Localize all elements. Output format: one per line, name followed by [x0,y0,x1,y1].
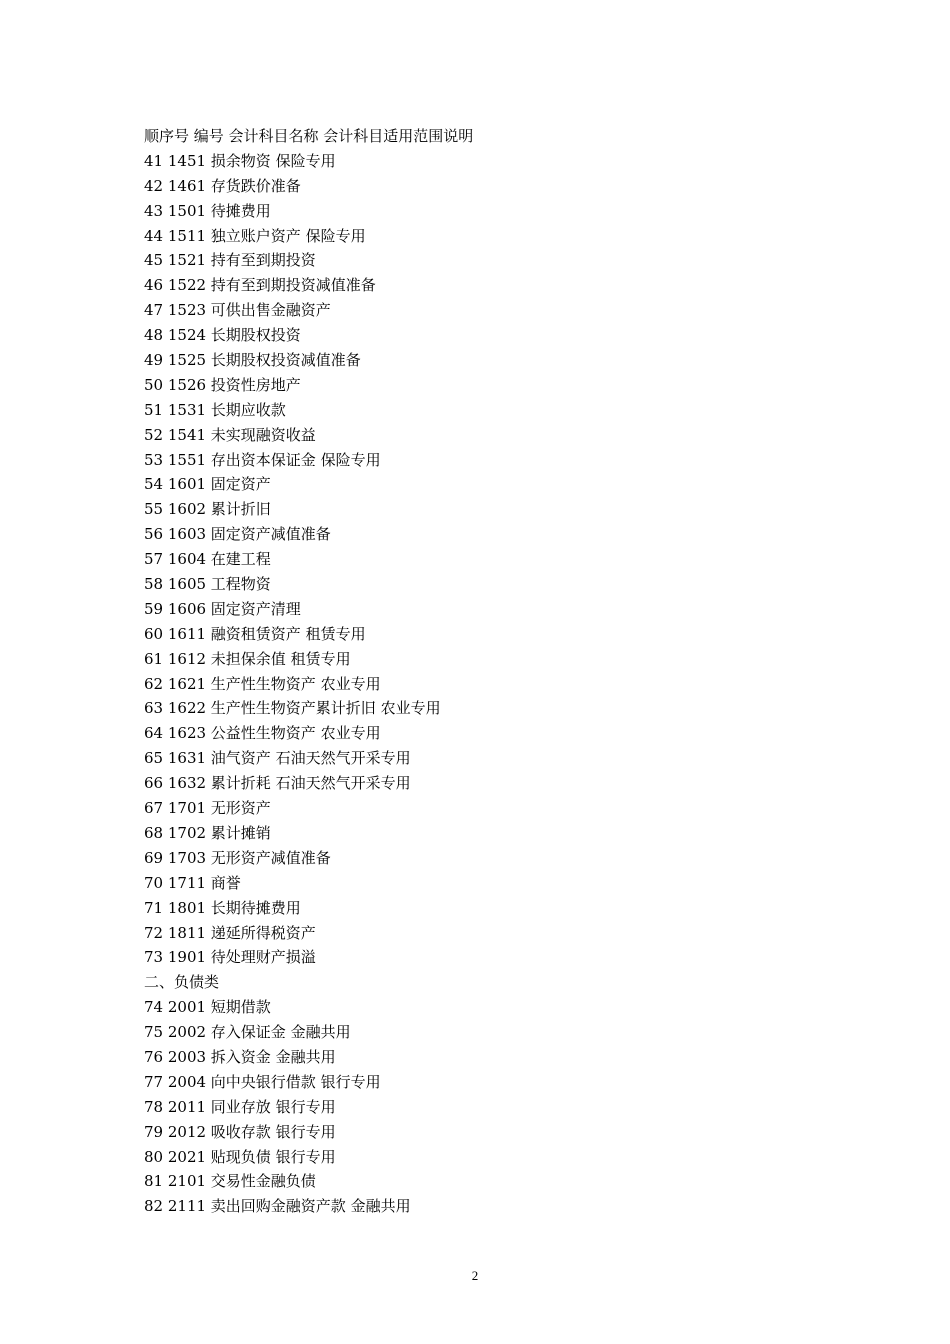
list-item: 46 1522 持有至到期投资减值准备 [144,276,376,295]
list-item: 70 1711 商誉 [144,873,241,892]
list-item: 49 1525 长期股权投资减值准备 [144,351,361,370]
list-item: 56 1603 固定资产减值准备 [144,525,331,544]
list-item: 80 2021 贴现负债 银行专用 [144,1147,336,1166]
list-item: 42 1461 存货跌价准备 [144,176,301,195]
list-item: 82 2111 卖出回购金融资产款 金融共用 [144,1197,411,1216]
list-item: 64 1623 公益性生物资产 农业专用 [144,724,381,743]
document-body [144,124,844,1219]
list-item: 54 1601 固定资产 [144,475,271,494]
list-item: 65 1631 油气资产 石油天然气开采专用 [144,749,411,768]
list-item: 41 1451 损余物资 保险专用 [144,151,336,170]
list-item: 55 1602 累计折旧 [144,500,271,519]
list-item: 二、负债类 [144,973,220,992]
list-item: 75 2002 存入保证金 金融共用 [144,1023,351,1042]
list-item: 45 1521 持有至到期投资 [144,251,316,270]
page-number: 2 [471,1268,479,1283]
list-item: 47 1523 可供出售金融资产 [144,301,331,320]
list-item: 44 1511 独立账户资产 保险专用 [144,226,366,245]
list-item: 78 2011 同业存放 银行专用 [144,1097,336,1116]
list-item: 79 2012 吸收存款 银行专用 [144,1122,336,1141]
list-item: 77 2004 向中央银行借款 银行专用 [144,1072,381,1091]
list-item: 59 1606 固定资产清理 [144,599,301,618]
list-item: 73 1901 待处理财产损溢 [144,948,316,967]
account-list [144,149,844,1219]
list-item: 61 1612 未担保余值 租赁专用 [144,649,351,668]
list-item: 66 1632 累计折耗 石油天然气开采专用 [144,774,411,793]
list-item: 63 1622 生产性生物资产累计折旧 农业专用 [144,699,441,718]
list-item: 57 1604 在建工程 [144,550,271,569]
list-item: 71 1801 长期待摊费用 [144,898,301,917]
list-item: 48 1524 长期股权投资 [144,326,301,345]
list-item: 52 1541 未实现融资收益 [144,425,316,444]
list-item: 67 1701 无形资产 [144,799,271,818]
list-item: 69 1703 无形资产减值准备 [144,848,331,867]
list-item: 76 2003 拆入资金 金融共用 [144,1047,336,1066]
list-item: 43 1501 待摊费用 [144,201,271,220]
list-item: 60 1611 融资租赁资产 租赁专用 [144,624,366,643]
table-header-line: 顺序号 编号 会计科目名称 会计科目适用范围说明 [144,127,474,145]
list-item: 50 1526 投资性房地产 [144,375,301,394]
list-item: 58 1605 工程物资 [144,575,271,594]
list-item: 53 1551 存出资本保证金 保险专用 [144,450,381,469]
list-item: 81 2101 交易性金融负债 [144,1172,316,1191]
list-item: 51 1531 长期应收款 [144,400,286,419]
list-item: 62 1621 生产性生物资产 农业专用 [144,674,381,693]
list-item: 72 1811 递延所得税资产 [144,923,316,942]
list-item: 68 1702 累计摊销 [144,823,271,842]
list-item: 74 2001 短期借款 [144,998,271,1017]
